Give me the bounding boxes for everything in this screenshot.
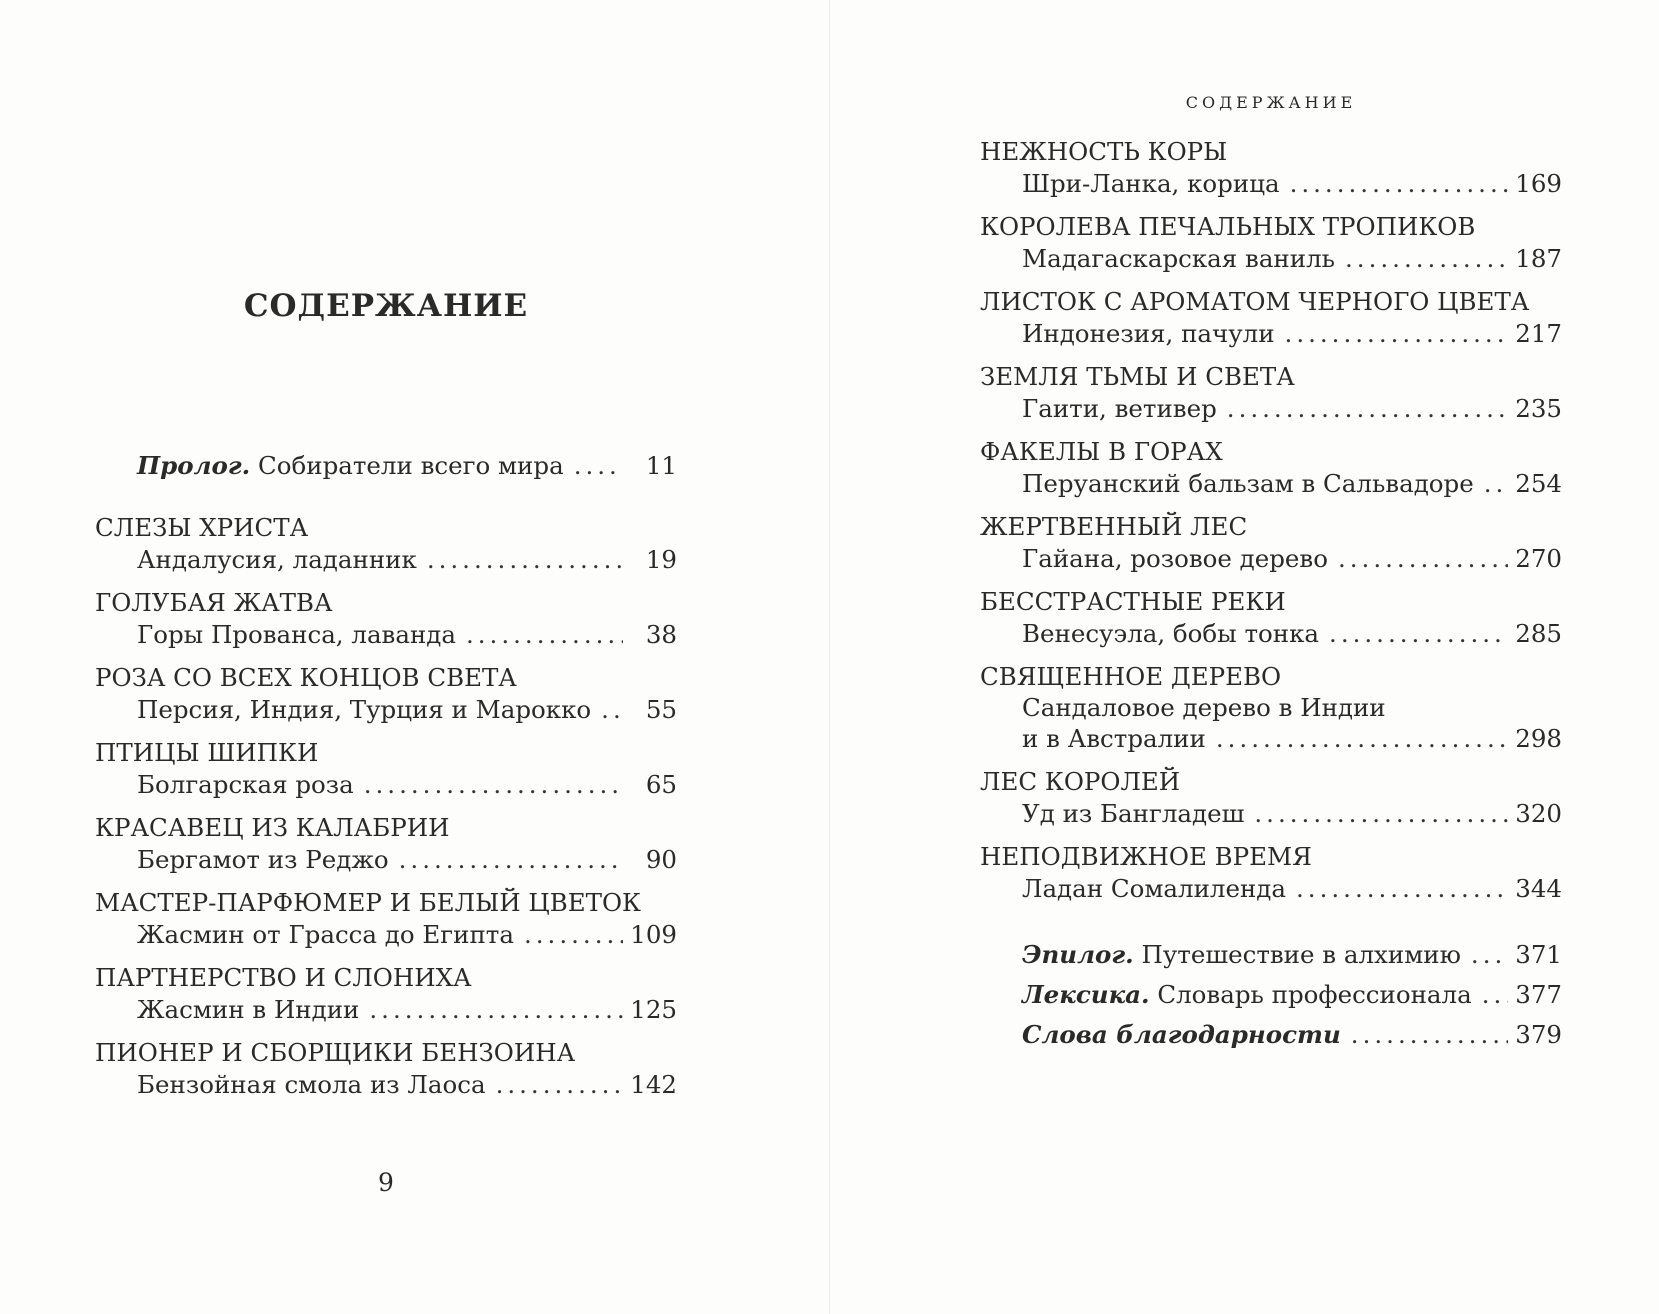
end-matter-label: Лексика. xyxy=(1022,980,1150,1009)
page-number: 9 xyxy=(378,1168,394,1197)
right-page xyxy=(830,0,1659,1314)
chapter-title: ЛЕС КОРОЛЕЙ xyxy=(980,767,1181,796)
chapter-subtitle: Жасмин в Индии xyxy=(137,995,360,1024)
acknowledgements-entry[interactable] xyxy=(980,1015,1562,1055)
chapter-page: 109 xyxy=(630,920,677,949)
chapter-page: 285 xyxy=(1515,619,1562,648)
chapter-page: 169 xyxy=(1515,169,1562,198)
chapter-page: 65 xyxy=(645,770,677,799)
dot-leader xyxy=(574,450,623,482)
dot-leader xyxy=(369,994,623,1026)
end-matter xyxy=(980,935,1562,1055)
chapter-subtitle-line1: Сандаловое дерево в Индии xyxy=(1022,693,1386,722)
end-matter-title: Словарь профессионала xyxy=(1157,980,1472,1009)
chapter-title: ПТИЦЫ ШИПКИ xyxy=(95,738,319,767)
chapter-title: КРАСАВЕЦ ИЗ КАЛАБРИИ xyxy=(95,813,450,842)
glossary-entry[interactable] xyxy=(980,975,1562,1015)
chapter-page: 38 xyxy=(645,620,677,649)
running-head: СОДЕРЖАНИЕ xyxy=(1185,93,1357,112)
chapter-subtitle: Индонезия, пачули xyxy=(1022,319,1275,348)
toc-entry[interactable] xyxy=(980,136,1562,200)
chapter-page: 19 xyxy=(645,545,677,574)
chapter-subtitle: Мадагаскарская ваниль xyxy=(1022,244,1335,273)
toc-entry[interactable] xyxy=(95,737,677,801)
chapter-subtitle: и в Австралии xyxy=(1022,724,1206,753)
dot-leader xyxy=(1290,168,1508,200)
chapter-page: 235 xyxy=(1515,394,1562,423)
dot-leader xyxy=(1254,798,1508,830)
left-toc xyxy=(95,450,677,1112)
chapter-subtitle: Персия, Индия, Турция и Марокко xyxy=(137,695,592,724)
chapter-title: НЕПОДВИЖНОЕ ВРЕМЯ xyxy=(980,842,1312,871)
chapter-subtitle: Шри-Ланка, корица xyxy=(1022,169,1280,198)
end-matter-page: 379 xyxy=(1515,1020,1562,1049)
dot-leader xyxy=(524,919,623,951)
dot-leader xyxy=(399,844,623,876)
right-toc xyxy=(980,136,1562,1055)
chapter-subtitle: Гайана, розовое дерево xyxy=(1022,544,1328,573)
toc-entry[interactable] xyxy=(980,586,1562,650)
contents-heading: СОДЕРЖАНИЕ xyxy=(243,288,529,324)
toc-entry[interactable] xyxy=(980,286,1562,350)
dot-leader xyxy=(1338,543,1508,575)
chapter-subtitle: Горы Прованса, лаванда xyxy=(137,620,456,649)
dot-leader xyxy=(466,619,623,651)
chapter-subtitle: Уд из Бангладеш xyxy=(1022,799,1245,828)
toc-entry[interactable] xyxy=(95,1037,677,1101)
chapter-subtitle: Бензойная смола из Лаоса xyxy=(137,1070,486,1099)
dot-leader xyxy=(364,769,623,801)
epilogue-entry[interactable] xyxy=(980,935,1562,975)
toc-entry[interactable] xyxy=(95,662,677,726)
toc-entry[interactable] xyxy=(980,511,1562,575)
end-matter-label: Слова благодарности xyxy=(1022,1020,1341,1049)
chapter-title: ФАКЕЛЫ В ГОРАХ xyxy=(980,437,1223,466)
toc-entry[interactable] xyxy=(95,887,677,951)
chapter-page: 298 xyxy=(1515,724,1562,753)
toc-entry[interactable] xyxy=(95,587,677,651)
chapter-subtitle: Венесуэла, бобы тонка xyxy=(1022,619,1320,648)
toc-entry[interactable] xyxy=(980,661,1562,755)
end-matter-label: Эпилог. xyxy=(1022,940,1134,969)
toc-entry[interactable] xyxy=(95,962,677,1026)
dot-leader xyxy=(1329,618,1508,650)
dot-leader xyxy=(1471,935,1508,975)
chapter-page: 90 xyxy=(645,845,677,874)
chapter-subtitle: Гаити, ветивер xyxy=(1022,394,1217,423)
chapter-title: БЕССТРАСТНЫЕ РЕКИ xyxy=(980,587,1286,616)
dot-leader xyxy=(1484,468,1508,500)
chapter-subtitle: Перуанский бальзам в Сальвадоре xyxy=(1022,469,1474,498)
chapter-title: ЖЕРТВЕННЫЙ ЛЕС xyxy=(980,512,1248,541)
end-matter-title: Путешествие в алхимию xyxy=(1141,940,1461,969)
dot-leader xyxy=(1285,318,1508,350)
chapter-page: 125 xyxy=(630,995,677,1024)
chapter-title: МАСТЕР-ПАРФЮМЕР И БЕЛЫЙ ЦВЕТОК xyxy=(95,888,641,917)
chapter-title: СВЯЩЕННОЕ ДЕРЕВО xyxy=(980,662,1282,691)
dot-leader xyxy=(1296,873,1508,905)
left-page xyxy=(0,0,829,1314)
toc-entry[interactable] xyxy=(980,211,1562,275)
chapter-title: ГОЛУБАЯ ЖАТВА xyxy=(95,588,333,617)
prologue-page: 11 xyxy=(645,451,677,480)
chapter-title: ПАРТНЕРСТВО И СЛОНИХА xyxy=(95,963,472,992)
dot-leader xyxy=(1227,393,1508,425)
toc-entry[interactable] xyxy=(980,361,1562,425)
chapter-title: СЛЕЗЫ ХРИСТА xyxy=(95,513,309,542)
chapter-title: КОРОЛЕВА ПЕЧАЛЬНЫХ ТРОПИКОВ xyxy=(980,212,1476,241)
chapter-subtitle: Болгарская роза xyxy=(137,770,354,799)
prologue-label: Пролог. xyxy=(137,451,251,480)
prologue-text xyxy=(137,450,564,482)
chapter-page: 254 xyxy=(1515,469,1562,498)
toc-entry[interactable] xyxy=(980,436,1562,500)
chapter-subtitle: Андалусия, ладанник xyxy=(137,545,417,574)
toc-entry[interactable] xyxy=(980,766,1562,830)
dot-leader xyxy=(1216,723,1508,755)
chapter-title: ЛИСТОК С АРОМАТОМ ЧЕРНОГО ЦВЕТА xyxy=(980,287,1530,316)
prologue-entry[interactable] xyxy=(95,450,677,482)
dot-leader xyxy=(496,1069,623,1101)
end-matter-page: 371 xyxy=(1515,940,1562,969)
chapter-subtitle: Бергамот из Реджо xyxy=(137,845,389,874)
chapter-title: ЗЕМЛЯ ТЬМЫ И СВЕТА xyxy=(980,362,1295,391)
toc-entry[interactable] xyxy=(95,512,677,576)
toc-entry[interactable] xyxy=(980,841,1562,905)
dot-leader xyxy=(427,544,623,576)
chapter-subtitle: Ладан Сомалиленда xyxy=(1022,874,1286,903)
dot-leader xyxy=(1482,975,1508,1015)
chapter-page: 187 xyxy=(1515,244,1562,273)
chapter-page: 142 xyxy=(630,1070,677,1099)
chapter-subtitle: Жасмин от Грасса до Египта xyxy=(137,920,514,949)
dot-leader xyxy=(1345,243,1508,275)
chapter-page: 270 xyxy=(1515,544,1562,573)
chapter-title: РОЗА СО ВСЕХ КОНЦОВ СВЕТА xyxy=(95,663,517,692)
dot-leader xyxy=(601,694,623,726)
chapter-page: 344 xyxy=(1515,874,1562,903)
chapter-page: 217 xyxy=(1515,319,1562,348)
end-matter-page: 377 xyxy=(1515,980,1562,1009)
chapter-title: НЕЖНОСТЬ КОРЫ xyxy=(980,137,1228,166)
chapter-page: 55 xyxy=(645,695,677,724)
toc-entry[interactable] xyxy=(95,812,677,876)
dot-leader xyxy=(1351,1015,1508,1055)
chapter-page: 320 xyxy=(1515,799,1562,828)
prologue-title: Собиратели всего мира xyxy=(258,451,564,480)
chapter-title: ПИОНЕР И СБОРЩИКИ БЕНЗОИНА xyxy=(95,1038,576,1067)
